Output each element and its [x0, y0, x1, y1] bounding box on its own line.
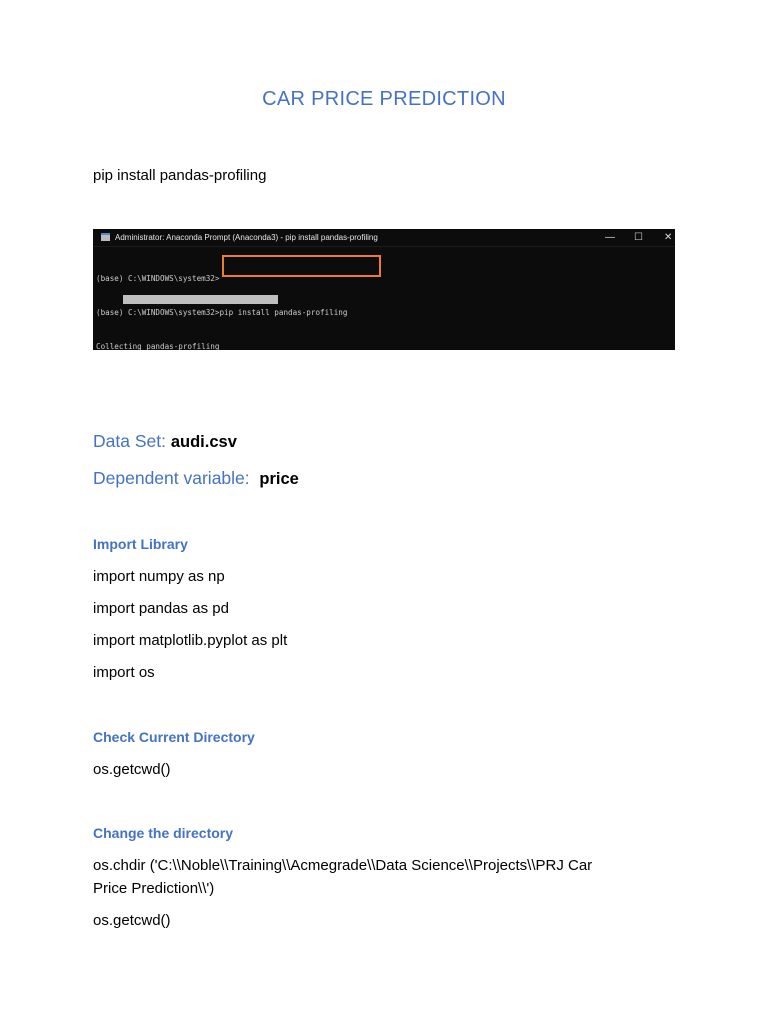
section-heading-import-library: Import Library [93, 536, 188, 552]
minimize-icon: — [605, 232, 615, 243]
page-title: CAR PRICE PREDICTION [262, 88, 506, 110]
dataset-value: audi.csv [170, 433, 237, 451]
code-line: os.getcwd() [93, 912, 171, 929]
section-heading-check-directory: Check Current Directory [93, 729, 255, 745]
terminal-icon [101, 233, 110, 241]
terminal-line: (base) C:\WINDOWS\system32> [96, 273, 220, 283]
maximize-icon: ☐ [634, 232, 643, 243]
command-highlight-box [222, 255, 381, 277]
code-line: import numpy as np [93, 568, 225, 585]
section-heading-change-directory: Change the directory [93, 825, 234, 841]
code-line: import os [93, 664, 155, 681]
terminal-line: Collecting pandas-profiling [96, 342, 220, 350]
code-line: import pandas as pd [93, 600, 229, 617]
terminal-line: (base) C:\WINDOWS\system32>pip install pandas-profiling [96, 308, 348, 318]
chdir-line: os.chdir ('C:\\Noble\\Training\\Acmegrade\\Data Science\\Projects\\PRJ Car [93, 857, 593, 874]
terminal-title-bar [93, 229, 675, 247]
dataset-row [93, 431, 237, 452]
close-icon: ✕ [664, 232, 673, 243]
terminal-screenshot [93, 229, 675, 350]
install-command-text: pip install pandas-profiling [93, 167, 267, 184]
dependent-variable-label: Dependent variable: [93, 468, 250, 488]
dataset-label: Data Set: [93, 431, 166, 451]
chdir-line-continued: Price Prediction\\') [93, 880, 215, 897]
dependent-variable-row [93, 468, 299, 489]
terminal-output [96, 250, 675, 350]
code-line: import matplotlib.pyplot as plt [93, 632, 288, 649]
code-line: os.getcwd() [93, 761, 171, 778]
terminal-window-title: Administrator: Anaconda Prompt (Anaconda3) - pip install pandas-profiling [115, 233, 378, 242]
dependent-variable-value: price [259, 470, 299, 488]
